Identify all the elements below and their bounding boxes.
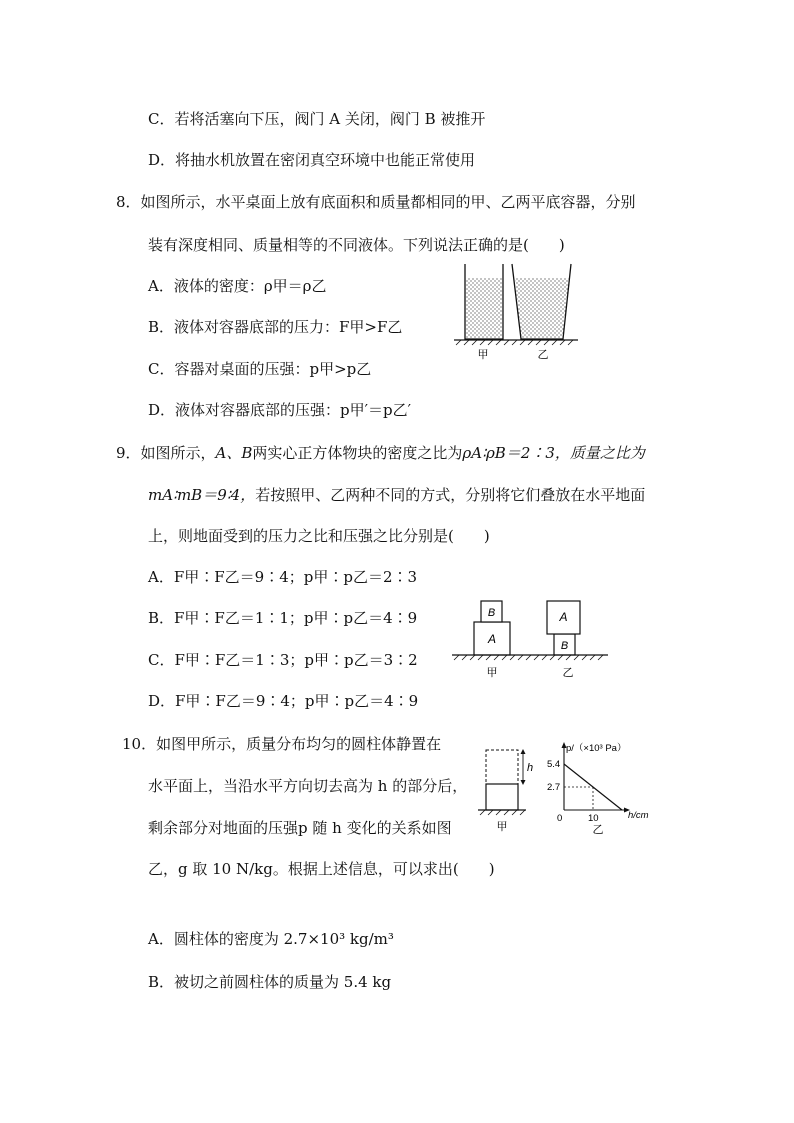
q9-block-a-right-label: A <box>559 610 568 624</box>
q8-label-jia: 甲 <box>477 349 489 361</box>
q10-stem-line1: 10．如图甲所示，质量分布均匀的圆柱体静置在 <box>122 735 442 753</box>
q10-stem-line3: 剩余部分对地面的压强p 随 h 变化的关系如图 <box>148 819 452 837</box>
q8-option-b: B．液体对容器底部的压力：F甲>F乙 <box>148 318 403 336</box>
q10-option-a: A．圆柱体的密度为 2.7×10³ kg/m³ <box>148 930 394 948</box>
q9-stem-line1-c: 两实心正方体物块的密度之比为 <box>252 444 463 462</box>
q9-stem-line2-b: 若按照甲、乙两种不同的方式，分别将它们叠放在水平地面 <box>255 486 646 504</box>
q7-option-d: D．将抽水机放置在密闭真空环境中也能正常使用 <box>148 151 476 169</box>
q10-option-b: B．被切之前圆柱体的质量为 5.4 kg <box>148 973 392 991</box>
q9-blocks-figure <box>450 596 610 684</box>
q8-option-a: A．液体的密度：ρ甲＝ρ乙 <box>148 277 327 295</box>
q8-stem-line2: 装有深度相同、质量相等的不同液体。下列说法正确的是( ) <box>148 236 565 254</box>
q9-stem-line3: 上，则地面受到的压力之比和压强之比分别是( ) <box>148 527 490 545</box>
q8-containers-figure <box>452 262 582 362</box>
q8-option-d: D．液体对容器底部的压强：p甲′＝p乙′ <box>148 401 412 419</box>
q9-block-b-left-label: B <box>487 607 496 619</box>
q10-cut-part <box>486 750 518 784</box>
q10-label-yi: 乙 <box>592 824 604 836</box>
q7-option-c: C．若将活塞向下压，阀门 A 关闭，阀门 B 被推开 <box>148 110 486 128</box>
q8-table-hatching <box>456 340 573 345</box>
q10-label-jia: 甲 <box>496 821 508 833</box>
q10-h-label: h <box>527 762 534 774</box>
q9-block-a-left-label: A <box>487 632 497 646</box>
q10-stem-line2: 水平面上，当沿水平方向切去高为 h 的部分后， <box>148 777 468 795</box>
q9-option-a: A．F甲∶F乙＝9∶4；p甲∶p乙＝2∶3 <box>148 568 418 586</box>
q9-stem-line1-a: 9．如图所示， <box>116 444 216 462</box>
q10-remaining-part <box>486 784 518 810</box>
q10-graph-xlabel: h/cm <box>628 810 649 821</box>
q9-stem-line1-d: ρA∶ρB＝2∶3，质量之比为 <box>462 444 645 462</box>
q8-liquid-left <box>465 278 503 339</box>
q9-option-d: D．F甲∶F乙＝9∶4；p甲∶p乙＝4∶9 <box>148 692 419 710</box>
q8-option-c: C．容器对桌面的压强：p甲>p乙 <box>148 360 372 378</box>
q9-stem-line1 <box>116 443 645 463</box>
q10-x-tick-10: 10 <box>588 813 599 824</box>
q9-stem-line1-b: A、B <box>215 444 253 462</box>
q8-stem-line1: 8．如图所示，水平桌面上放有底面积和质量都相同的甲、乙两平底容器，分别 <box>116 193 636 211</box>
q9-stem-line2 <box>148 485 645 505</box>
q10-y-tick-27: 2.7 <box>547 782 561 793</box>
q8-label-yi: 乙 <box>537 349 549 361</box>
q9-stem-line2-a: mA∶mB＝9∶4， <box>148 486 256 504</box>
q9-label-yi: 乙 <box>562 667 574 679</box>
q9-label-jia: 甲 <box>486 667 498 679</box>
q9-ground-hatching <box>454 655 603 660</box>
q8-liquid-right <box>515 278 569 339</box>
q9-option-b: B．F甲∶F乙＝1∶1；p甲∶p乙＝4∶9 <box>148 609 418 627</box>
q10-y-tick-54: 5.4 <box>547 759 561 770</box>
q10-x-tick-0: 0 <box>557 813 563 824</box>
q10-cylinder-figure <box>476 742 546 837</box>
q10-graph-ylabel: p/（×10³ Pa） <box>566 743 627 754</box>
q9-block-b-right-label: B <box>560 640 569 652</box>
q9-option-c: C．F甲∶F乙＝1∶3；p甲∶p乙＝3∶2 <box>148 651 418 669</box>
q10-stem-line4: 乙，g 取 10 N/kg。根据上述信息，可以求出( ) <box>148 860 495 878</box>
q10-pressure-graph <box>544 736 654 836</box>
